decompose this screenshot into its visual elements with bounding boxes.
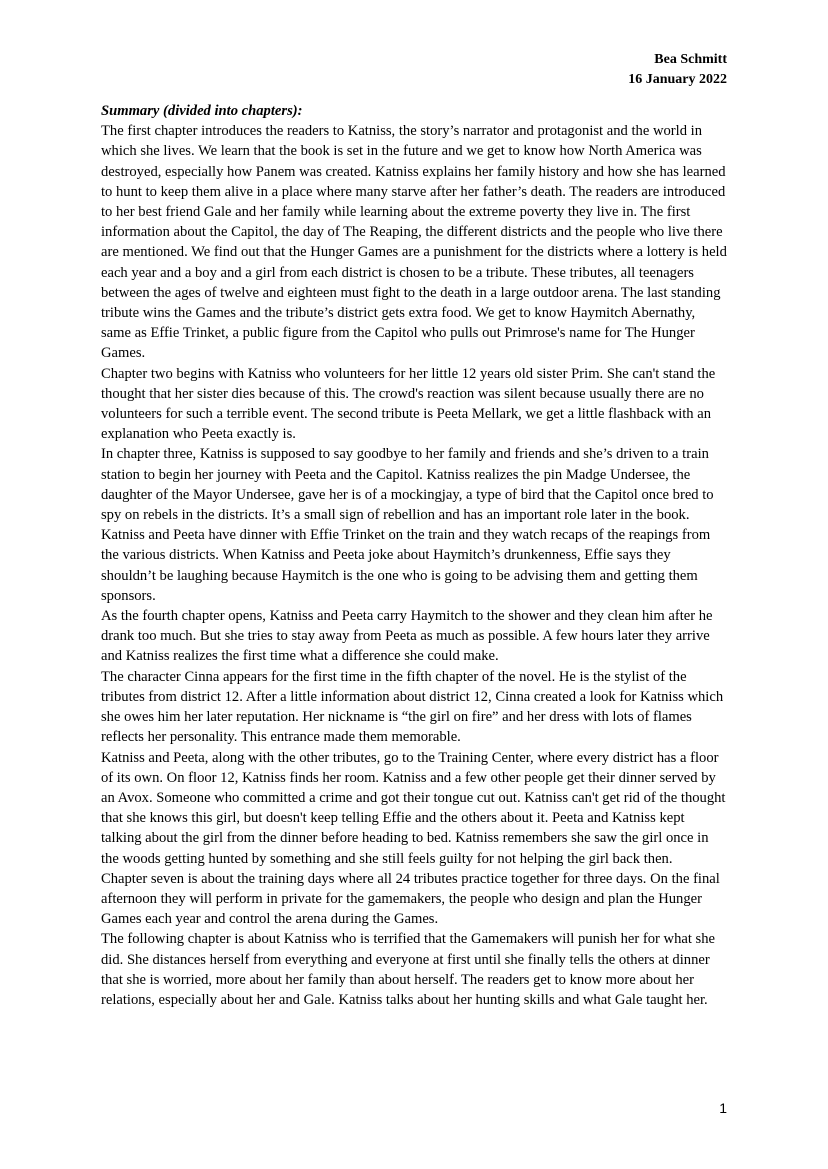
paragraph-chapter-2: Chapter two begins with Katniss who volunteers for her little 12 years old sister Prim. She can't stand the thought that her sister dies because of this. The crowd's reaction was silent because usually there are no volunteers for such a terrible event. The second tribute is Peeta Mellark, we get a little flashback with an explanation who Peeta exactly is. xyxy=(101,365,716,443)
page-number: 1 xyxy=(719,1100,727,1116)
document-header xyxy=(628,50,727,90)
paragraph-chapter-6: Katniss and Peeta, along with the other tributes, go to the Training Center, where every district has a floor of its own. On floor 12, Katniss finds her room. Katniss and a few other people get their dinner served by an Avox. Someone who committed a crime and got their tongue cut out. Katniss can't get rid of the thought that she knows this girl, but doesn't keep telling Effie and the others about it. Peeta and Katniss kept talking about the girl from the dinner before heading to bed. Katniss remembers she saw the girl once in the woods getting hunted by something and she still feels guilty for not helping the girl back then. xyxy=(101,749,726,867)
document-body xyxy=(101,101,728,1010)
paragraph-chapter-3: In chapter three, Katniss is supposed to say goodbye to her family and friends and she’s driven to a train station to begin her journey with Peeta and the Capitol. Katniss realizes the pin Madge Undersee, the daughter of the Mayor Undersee, gave her is of a mockingjay, a type of bird that the Capitol once bred to spy on rebels in the districts. It’s a small sign of rebellion and has an important role later in the book. Katniss and Peeta have dinner with Effie Trinket on the train and they watch recaps of the reapings from the various districts. When Katniss and Peeta joke about Haymitch’s drunkenness, Effie says they shouldn’t be laughing because Haymitch is the one who is going to be advising them and getting them sponsors. xyxy=(101,446,714,604)
section-heading: Summary (divided into chapters): xyxy=(101,103,303,119)
author-name: Bea Schmitt xyxy=(654,52,727,67)
document-date: 16 January 2022 xyxy=(628,72,727,87)
paragraph-chapter-1: The first chapter introduces the readers to Katniss, the story’s narrator and protagonist and the world in which she lives. We learn that the book is set in the future and we get to know how North America was destroyed, especially how Panem was created. Katniss explains her family history and how she has learned to hunt to keep them alive in a place where many starve after her father’s death. The readers are introduced to her best friend Gale and her family while learning about the extreme poverty they live in. The first information about the Capitol, the day of The Reaping, the different districts and the people who live there are mentioned. We find out that the Hunger Games are a punishment for the districts where a lottery is held each year and a boy and a girl from each district is chosen to be a tribute. These tributes, all teenagers between the ages of twelve and eighteen must fight to the death in a large outdoor arena. The last standing tribute wins the Games and the tribute’s district gets extra food. We get to know Haymitch Abernathy, same as Effie Trinket, a public figure from the Capitol who pulls out Primrose's name for The Hunger Games. xyxy=(101,123,727,362)
paragraph-chapter-5: The character Cinna appears for the first time in the fifth chapter of the novel. He is the stylist of the tributes from district 12. After a little information about district 12, Cinna created a look for Katniss which she owes him her later reputation. Her nickname is “the girl on fire” and her dress with lots of flames reflects her personality. This entrance made them memorable. xyxy=(101,668,724,746)
paragraph-chapter-8: The following chapter is about Katniss who is terrified that the Gamemakers will punish her for what she did. She distances herself from everything and everyone at first until she finally tells the others at dinner that she is worried, more about her family than about herself. The readers get to know more about her relations, especially about her and Gale. Katniss talks about her hunting skills and what Gale taught her. xyxy=(101,931,715,1008)
paragraph-chapter-4: As the fourth chapter opens, Katniss and Peeta carry Haymitch to the shower and they clean him after he drank too much. But she tries to stay away from Peeta as much as possible. A few hours later they arrive and Katniss realizes the first time what a difference she could make. xyxy=(101,608,713,665)
paragraph-chapter-7: Chapter seven is about the training days where all 24 tributes practice together for three days. On the final afternoon they will perform in private for the gamemakers, the people who design and plan the Hunger Games each year and control the arena during the Games. xyxy=(101,870,720,928)
